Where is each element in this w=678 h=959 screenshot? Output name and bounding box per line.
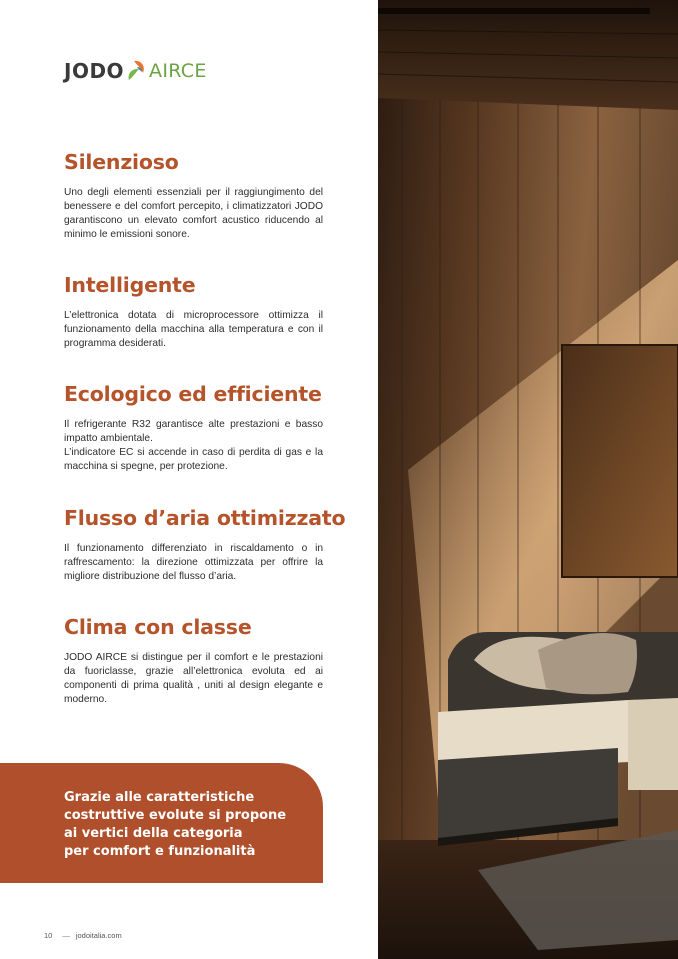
callout-line: ai vertici della categoria <box>64 826 243 841</box>
section-body-line1: Il refrigerante R32 garantisce alte prestazioni e basso impatto ambientale. <box>64 419 323 444</box>
logo-swirl-icon <box>125 58 147 84</box>
section-body: Uno degli elementi essenziali per il raggiungimento del benessere e del comfort percepito, i climatizzatori JODO garantiscono un elevato comfort acustico riducendo al minimo le emissioni sonore. <box>64 187 323 240</box>
section-clima-classe <box>64 615 323 707</box>
page-footer <box>44 931 122 940</box>
section-body <box>64 418 323 474</box>
section-title: Silenzioso <box>64 150 179 174</box>
interior-photo <box>378 0 678 959</box>
living-room-illustration <box>378 0 678 959</box>
callout-line: costruttive evolute si propone <box>64 808 287 823</box>
section-intelligente <box>64 273 323 351</box>
footer-separator: — <box>62 931 70 940</box>
section-body-line2: L’indicatore EC si accende in caso di perdita di gas e la macchina si spegne, per protezione. <box>64 447 323 472</box>
section-title: Clima con classe <box>64 615 252 639</box>
page-number: 10 <box>44 931 53 940</box>
callout-box <box>0 763 323 883</box>
callout-line: per comfort e funzionalità <box>64 844 256 859</box>
callout-text <box>64 789 314 861</box>
section-flusso-aria <box>64 506 346 584</box>
section-ecologico <box>64 382 323 474</box>
section-body: L’elettronica dotata di microprocessore ottimizza il funzionamento della macchina alla temperatura e con il programma desiderati. <box>64 310 323 349</box>
section-body: JODO AIRCE si distingue per il comfort e le prestazioni da fuoriclasse, grazie all’elettronica evoluta ed ai componenti di prima qualità , uniti al design elegante e moderno. <box>64 652 323 705</box>
callout-line: Grazie alle caratteristiche <box>64 790 255 805</box>
section-silenzioso <box>64 150 323 242</box>
jodo-airce-logo <box>64 56 207 86</box>
logo-product-text: AIRCE <box>149 60 207 82</box>
section-title: Flusso d’aria ottimizzato <box>64 506 346 530</box>
logo-brand-text: JODO <box>64 59 125 83</box>
section-body: Il funzionamento differenziato in riscaldamento o in raffrescamento: la direzione ottimizzata per offrire la migliore distribuzione del flusso d’aria. <box>64 543 323 582</box>
section-title: Ecologico ed efficiente <box>64 382 322 406</box>
section-title: Intelligente <box>64 273 196 297</box>
footer-website[interactable]: jodoitalia.com <box>75 931 122 940</box>
